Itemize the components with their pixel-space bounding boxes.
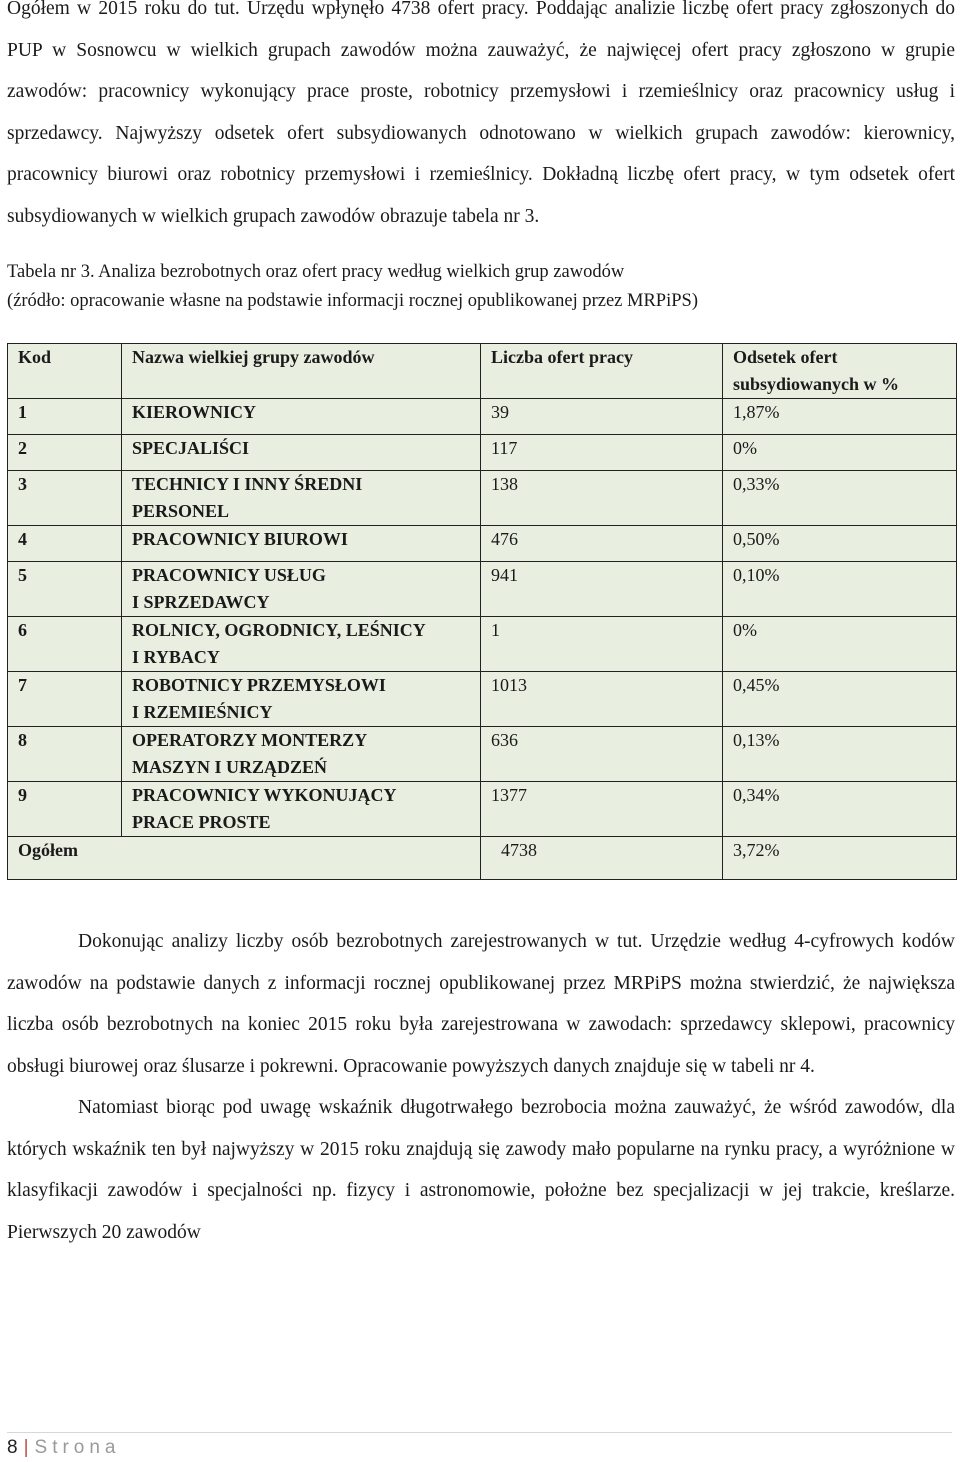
row-nazwa-line-1: SPECJALIŚCI [132, 438, 250, 458]
row-odsetek: 1,87% [723, 399, 957, 435]
page-number: 8 [7, 1437, 18, 1458]
row-odsetek: 0,45% [723, 672, 957, 727]
row-nazwa [122, 471, 481, 526]
row-nazwa [122, 672, 481, 727]
total-odsetek: 3,72% [723, 837, 957, 880]
row-nazwa-line-2: PRACE PROSTE [132, 812, 271, 832]
footer-label: Strona [34, 1437, 121, 1458]
row-nazwa [122, 435, 481, 471]
row-kod: 1 [8, 399, 122, 435]
row-liczba: 941 [481, 562, 723, 617]
table-row [8, 727, 957, 782]
row-nazwa-line-1: PRACOWNICY WYKONUJĄCY [132, 785, 397, 805]
row-liczba: 1013 [481, 672, 723, 727]
row-odsetek: 0,34% [723, 782, 957, 837]
row-nazwa-line-1: ROLNICY, OGRODNICY, LEŚNICY [132, 620, 426, 640]
table-row [8, 471, 957, 526]
total-label: Ogółem [8, 837, 481, 880]
header-kod: Kod [8, 344, 122, 399]
row-odsetek: 0,10% [723, 562, 957, 617]
row-kod: 3 [8, 471, 122, 526]
header-odsetek: Odsetek ofert subsydiowanych w % [723, 344, 957, 399]
row-liczba: 1377 [481, 782, 723, 837]
table-row [8, 617, 957, 672]
table-header-row [8, 344, 957, 399]
row-odsetek: 0% [723, 435, 957, 471]
row-kod: 2 [8, 435, 122, 471]
caption-line-1: Tabela nr 3. Analiza bezrobotnych oraz ofert pracy według wielkich grup zawodów [7, 262, 625, 282]
row-kod: 7 [8, 672, 122, 727]
row-kod: 9 [8, 782, 122, 837]
row-nazwa-line-2: MASZYN I URZĄDZEŃ [132, 757, 328, 777]
row-nazwa-line-1: PRACOWNICY BIUROWI [132, 529, 348, 549]
row-odsetek: 0,13% [723, 727, 957, 782]
paragraph-3: Natomiast biorąc pod uwagę wskaźnik długotrwałego bezrobocia można zauważyć, że wśród zawodów, dla których wskaźnik ten był najwyższy w 2015 roku znajdują się zawody mało popularne na rynku pracy, a wyróżnione w klasyfikacji zawodów i specjalności np. fizycy i astronomowie, położne bez specjalizacji w jej trakcie, kreślarze. Pierwszych 20 zawodów [7, 1097, 955, 1243]
total-liczba [481, 837, 723, 880]
row-nazwa-line-1: OPERATORZY MONTERZY [132, 730, 368, 750]
row-kod: 4 [8, 526, 122, 562]
row-kod: 5 [8, 562, 122, 617]
row-liczba: 476 [481, 526, 723, 562]
footer-separator: | [23, 1437, 29, 1458]
row-nazwa-line-2: I RZEMIEŚNICY [132, 702, 273, 722]
row-nazwa-line-1: PRACOWNICY USŁUG [132, 565, 326, 585]
row-kod: 8 [8, 727, 122, 782]
row-nazwa-line-2: PERSONEL [132, 501, 230, 521]
occupation-offers-table [7, 343, 957, 880]
row-kod: 6 [8, 617, 122, 672]
table-row [8, 672, 957, 727]
row-liczba: 636 [481, 727, 723, 782]
table-row [8, 435, 957, 471]
intro-paragraph: Ogółem w 2015 roku do tut. Urzędu wpłynęło 4738 ofert pracy. Poddając analizie liczbę ofert pracy zgłoszonych do PUP w Sosnowcu w wielkich grupach zawodów można zauważyć, że najwięcej ofert pracy zgłoszono w grupie zawodów: pracownicy wykonujący prace proste, robotnicy przemysłowi i rzemieślnicy oraz pracownicy usług i sprzedawcy. Najwyższy odsetek ofert subsydiowanych odnotowano w wielkich grupach zawodów: kierownicy, pracownicy biurowi oraz robotnicy przemysłowi i rzemieślnicy. Dokładną liczbę ofert pracy, w tym odsetek ofert subsydiowanych w wielkich grupach zawodów obrazuje tabela nr 3. [7, 0, 955, 227]
row-nazwa [122, 617, 481, 672]
row-odsetek: 0% [723, 617, 957, 672]
row-nazwa-line-1: TECHNICY I INNY ŚREDNI [132, 474, 363, 494]
row-liczba: 117 [481, 435, 723, 471]
row-nazwa [122, 399, 481, 435]
row-liczba: 1 [481, 617, 723, 672]
row-nazwa-line-2: I RYBACY [132, 647, 220, 667]
row-nazwa-line-1: ROBOTNICY PRZEMYSŁOWI [132, 675, 386, 695]
row-nazwa [122, 782, 481, 837]
paragraph-2: Dokonując analizy liczby osób bezrobotnych zarejestrowanych w tut. Urzędzie według 4-cyfrowych kodów zawodów na podstawie danych z informacji rocznej opublikowanej przez MRPiPS można stwierdzić, że największa liczba osób bezrobotnych na koniec 2015 roku była zarejestrowana w zawodach: sprzedawcy sklepowi, pracownicy obsługi biurowej oraz ślusarze i pokrewni. Opracowanie powyższych danych znajduje się w tabeli nr 4. [7, 931, 955, 1077]
row-nazwa [122, 526, 481, 562]
row-liczba: 39 [481, 399, 723, 435]
document-page [7, 0, 955, 1253]
page-footer [7, 1432, 952, 1459]
row-odsetek: 0,50% [723, 526, 957, 562]
table-row [8, 782, 957, 837]
table-caption [7, 258, 955, 316]
row-nazwa [122, 727, 481, 782]
header-nazwa: Nazwa wielkiej grupy zawodów [122, 344, 481, 399]
table-row [8, 399, 957, 435]
row-liczba: 138 [481, 471, 723, 526]
total-liczba-value: 4738 [501, 840, 537, 860]
row-odsetek: 0,33% [723, 471, 957, 526]
row-nazwa-line-2: I SPRZEDAWCY [132, 592, 270, 612]
caption-line-2: (źródło: opracowanie własne na podstawie informacji rocznej opublikowanej przez MRPiPS) [7, 291, 698, 311]
row-nazwa [122, 562, 481, 617]
table-row [8, 526, 957, 562]
table-total-row [8, 837, 957, 880]
header-liczba: Liczba ofert pracy [481, 344, 723, 399]
row-nazwa-line-1: KIEROWNICY [132, 402, 257, 422]
table-row [8, 562, 957, 617]
